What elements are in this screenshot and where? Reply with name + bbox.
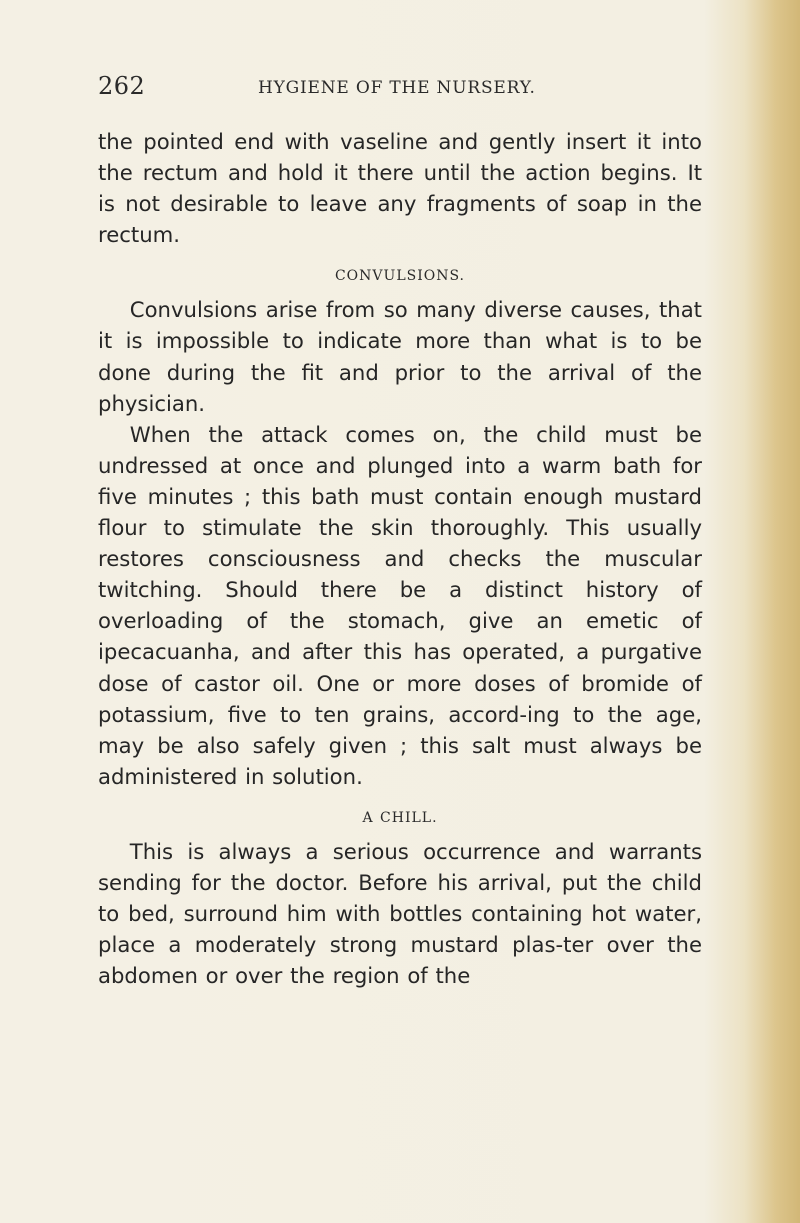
page-header — [98, 72, 702, 106]
convulsions-paragraph-2: When the attack comes on, the child must be undressed at once and plunged into a warm bath for five minutes ; this bath must contain enough mustard flour to stimulate the skin thoroughly. This usually restores consciousness and checks the muscular twitching. Should there be a distinct history of overloading of the stomach, give an emetic of ipecacuanha, and after this has operated, a purgative dose of castor oil. One or more doses of bromide of potassium, five to ten grains, accord-ing to the age, may be also safely given ; this salt must always be administered in solution. — [98, 421, 702, 789]
running-title: HYGIENE OF THE NURSERY. — [258, 78, 536, 98]
page-number: 262 — [98, 72, 146, 100]
convulsions-heading: CONVULSIONS. — [334, 268, 466, 285]
page-body — [98, 126, 702, 991]
chill-paragraph-1: This is always a serious occurrence and warrants sending for the doctor. Before his arrival, put the child to bed, surround him with bottles containing hot water, place a moderately strong mustard plas-ter over the abdomen or over the region of the — [98, 838, 702, 989]
convulsions-paragraph-1: Convulsions arise from so many diverse causes, that it is impossible to indicate more than what is to be done during the fit and prior to the arrival of the physician. — [98, 297, 702, 416]
chill-heading: A CHILL. — [362, 809, 438, 826]
intro-paragraph: the pointed end with vaseline and gently insert it into the rectum and hold it there until the action begins. It is not desirable to leave any fragments of soap in the rectum. — [98, 129, 702, 248]
